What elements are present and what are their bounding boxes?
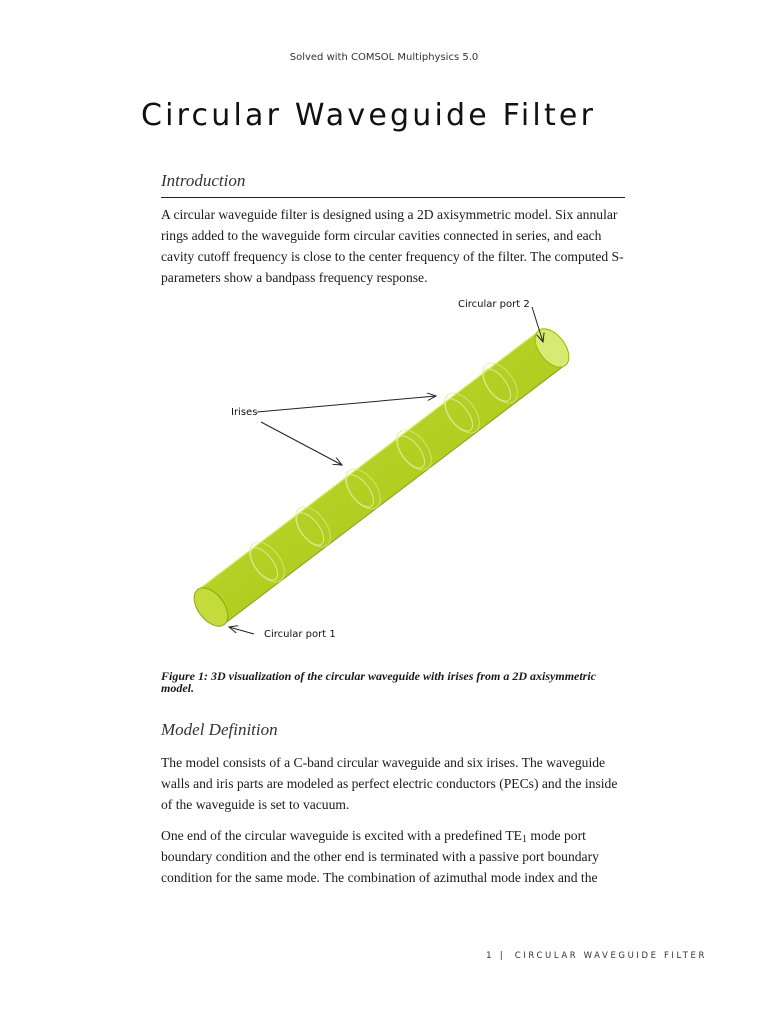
running-title: CIRCULAR WAVEGUIDE FILTER: [514, 951, 707, 961]
port1-arrow: [229, 627, 254, 634]
paragraph-2-text-start: One end of the circular waveguide is excited with a predefined TE: [161, 828, 522, 843]
port2-label: Circular port 2: [458, 299, 530, 310]
waveguide-figure: [161, 294, 591, 659]
waveguide-illustration: [161, 294, 591, 659]
page-number: 1: [486, 951, 492, 961]
introduction-paragraph: A circular waveguide filter is designed using a 2D axisymmetric model. Six annular rings added to the waveguide form circular cavities connected in series, and each cavity cutoff frequency is close to the center frequency of the filter. The computed S-parameters show a bandpass frequency response.: [161, 207, 624, 285]
page-header: Solved with COMSOL Multiphysics 5.0: [289, 52, 479, 63]
page-footer: [486, 951, 707, 961]
irises-arrow-upper: [257, 396, 436, 412]
figure-caption: Figure 1: 3D visualization of the circular waveguide with irises from a 2D axisymmetric model.: [161, 669, 597, 695]
waveguide-tube: [187, 323, 575, 633]
irises-label: Irises: [231, 407, 258, 418]
port1-label: Circular port 1: [264, 629, 336, 640]
paragraph-2-text-end: mode port boundary condition and the other end is terminated with a passive port boundary condition for the same mode. The combination of azimuthal mode index and the: [161, 828, 599, 885]
introduction-heading: Introduction: [161, 171, 246, 190]
model-definition-heading: Model Definition: [161, 720, 278, 739]
section-rule: [161, 197, 625, 198]
footer-separator: |: [499, 951, 503, 961]
te-mode-subscript: 1: [521, 834, 527, 845]
model-definition-paragraph-1: The model consists of a C-band circular waveguide and six irises. The waveguide walls and iris parts are modeled as perfect electric conductors (PECs) and the inside of the waveguide is set to vacuum.: [161, 755, 618, 812]
document-title: Circular Waveguide Filter: [141, 98, 597, 133]
model-definition-paragraph-2: [161, 825, 629, 888]
irises-arrow-lower: [261, 422, 342, 465]
